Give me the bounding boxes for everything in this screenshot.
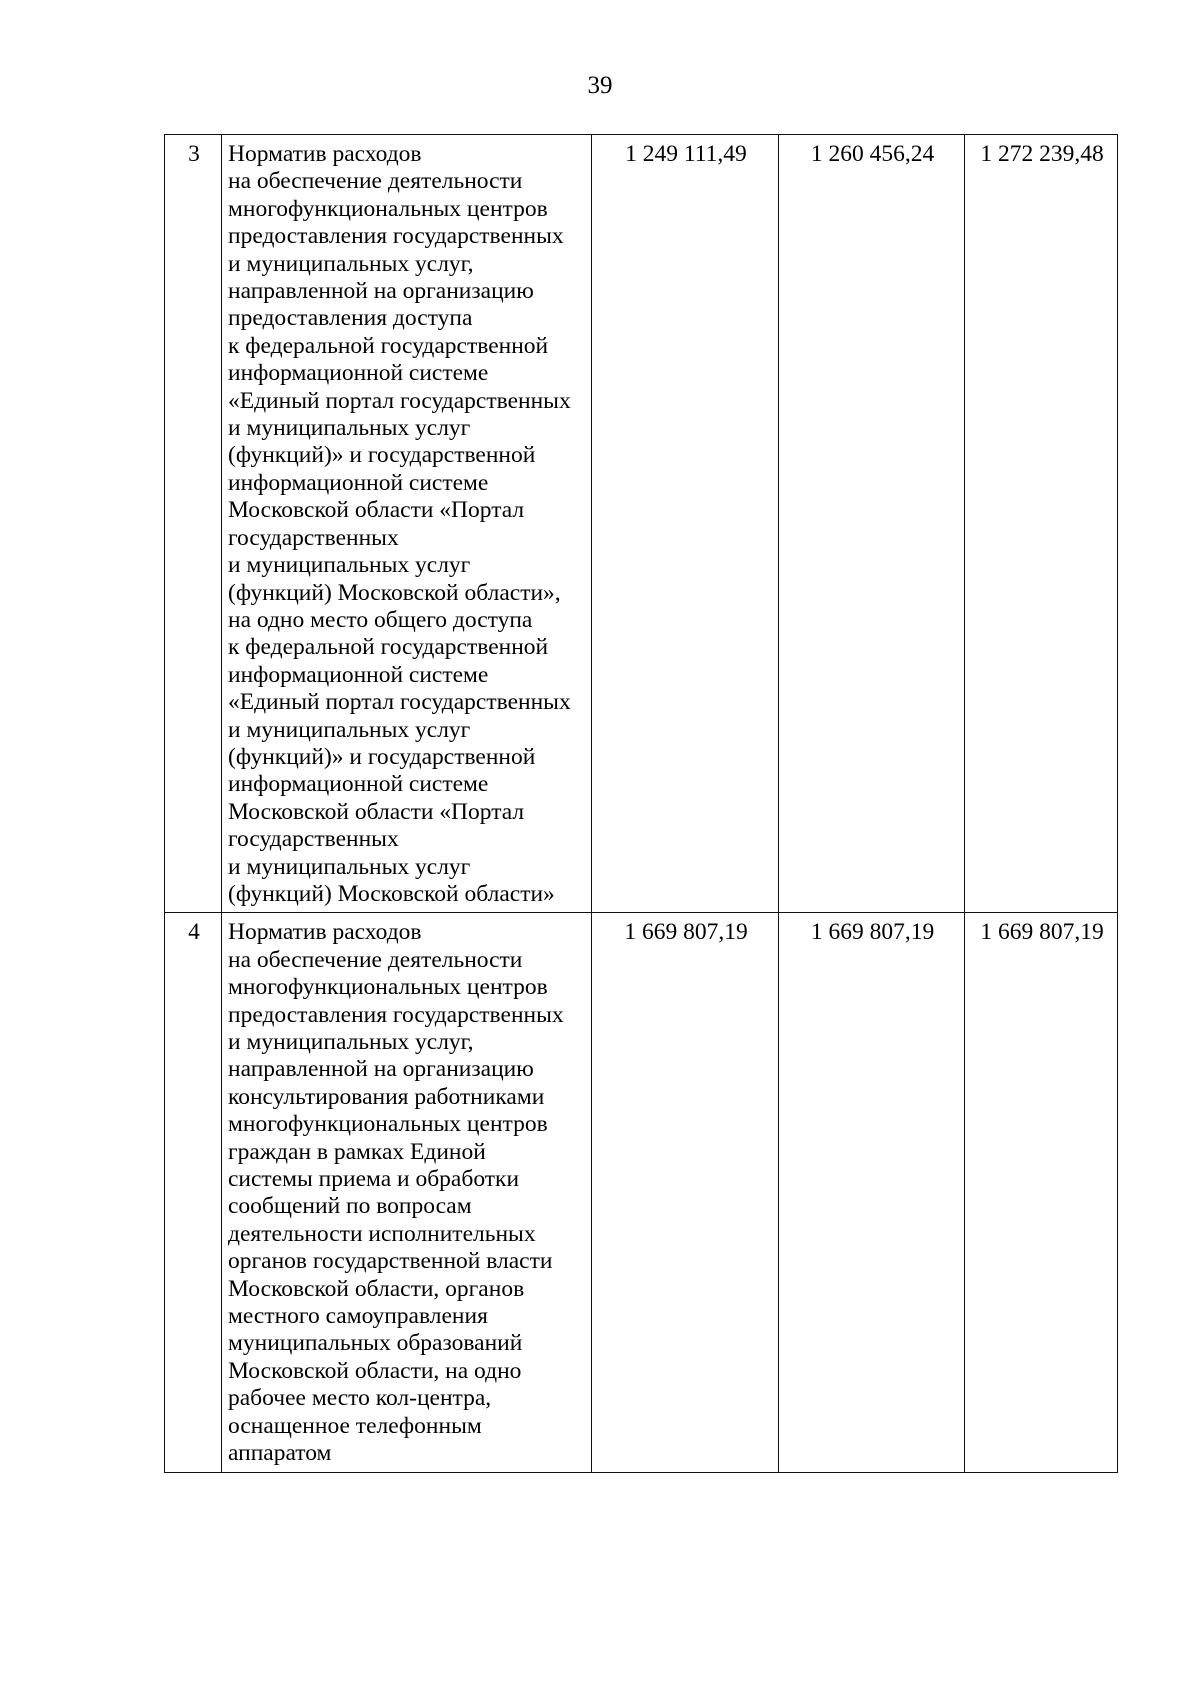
description-line: (функций) Московской области», bbox=[228, 579, 561, 606]
description-line: сообщений по вопросам bbox=[228, 1193, 472, 1220]
value-cell bbox=[965, 135, 1118, 913]
description-line: направленной на организацию bbox=[228, 1056, 534, 1083]
description-line: информационной системе bbox=[228, 469, 489, 496]
description-line: и муниципальных услуг bbox=[228, 853, 471, 880]
norms-table bbox=[164, 134, 1118, 1473]
amount-value: 1 249 111,49 bbox=[625, 141, 747, 167]
description-line: многофункциональных центров bbox=[228, 974, 548, 1001]
description-line: Московской области «Портал bbox=[228, 798, 525, 825]
description-line: Московской области, на одно bbox=[228, 1357, 522, 1384]
description-line: на обеспечение деятельности bbox=[228, 168, 523, 195]
description-line: и муниципальных услуг, bbox=[228, 1029, 474, 1055]
description-line: предоставления государственных bbox=[228, 1001, 564, 1028]
amount-value: 1 669 807,19 bbox=[624, 919, 748, 946]
description-line: «Единый портал государственных bbox=[228, 689, 571, 716]
description-line: (функций) Московской области» bbox=[228, 880, 555, 907]
description-line: консультирования работниками bbox=[228, 1083, 545, 1110]
table-row bbox=[165, 135, 1118, 913]
description-line: Московской области, органов bbox=[228, 1275, 525, 1302]
description-line: информационной системе bbox=[228, 771, 489, 798]
description-line: граждан в рамках Единой bbox=[228, 1138, 486, 1165]
table-row bbox=[165, 913, 1118, 1472]
description-line: и муниципальных услуг bbox=[228, 716, 471, 743]
description-line: Московской области «Портал bbox=[228, 497, 525, 524]
value-cell bbox=[779, 135, 965, 913]
description-line: многофункциональных центров bbox=[228, 1111, 548, 1138]
row-number-cell bbox=[165, 913, 222, 1472]
row-number: 3 bbox=[188, 141, 200, 167]
amount-value: 1 669 807,19 bbox=[980, 919, 1104, 946]
description-line: на обеспечение деятельности bbox=[228, 946, 523, 973]
description-line: Норматив расходов bbox=[228, 919, 422, 946]
description-line: к федеральной государственной bbox=[228, 634, 549, 661]
description-cell bbox=[222, 913, 592, 1472]
description-line: рабочее место кол-центра, bbox=[228, 1385, 492, 1412]
description-line: аппаратом bbox=[228, 1440, 332, 1467]
description-line: Норматив расходов bbox=[228, 141, 422, 167]
description-line: информационной системе bbox=[228, 661, 489, 688]
description-line: государственных bbox=[228, 826, 399, 853]
description-cell bbox=[222, 135, 592, 913]
page-number: 39 bbox=[587, 72, 613, 99]
description-line: и муниципальных услуг bbox=[228, 415, 471, 442]
amount-value: 1 669 807,19 bbox=[810, 919, 935, 946]
description-line: к федеральной государственной bbox=[228, 332, 549, 359]
description-line: органов государственной власти bbox=[228, 1248, 553, 1275]
description-line: предоставления государственных bbox=[228, 223, 564, 250]
row-number-cell bbox=[165, 135, 222, 913]
description-line: деятельности исполнительных bbox=[228, 1220, 536, 1247]
description-line: муниципальных образований bbox=[228, 1330, 523, 1357]
value-cell bbox=[592, 913, 779, 1472]
row-number: 4 bbox=[188, 919, 200, 946]
description-line: направленной на организацию bbox=[228, 278, 534, 305]
description-line: оснащенное телефонным bbox=[228, 1412, 482, 1439]
description-line: местного самоуправления bbox=[228, 1303, 488, 1330]
description-line: (функций)» и государственной bbox=[228, 442, 536, 469]
description-line: на одно место общего доступа bbox=[228, 606, 533, 633]
description-line: «Единый портал государственных bbox=[228, 387, 571, 414]
description-line: предоставления доступа bbox=[228, 305, 473, 332]
description-line: многофункциональных центров bbox=[228, 195, 548, 222]
description-line: государственных bbox=[228, 524, 399, 551]
description-line: и муниципальных услуг bbox=[228, 552, 471, 579]
description-line: информационной системе bbox=[228, 360, 489, 387]
value-cell bbox=[592, 135, 779, 913]
value-cell bbox=[965, 913, 1118, 1472]
value-cell bbox=[779, 913, 965, 1472]
description-line: и муниципальных услуг, bbox=[228, 250, 474, 277]
amount-value: 1 272 239,48 bbox=[980, 141, 1104, 167]
description-line: (функций)» и государственной bbox=[228, 743, 536, 770]
table-body bbox=[165, 135, 1118, 1473]
description-line: системы приема и обработки bbox=[228, 1166, 520, 1193]
amount-value: 1 260 456,24 bbox=[810, 141, 935, 167]
